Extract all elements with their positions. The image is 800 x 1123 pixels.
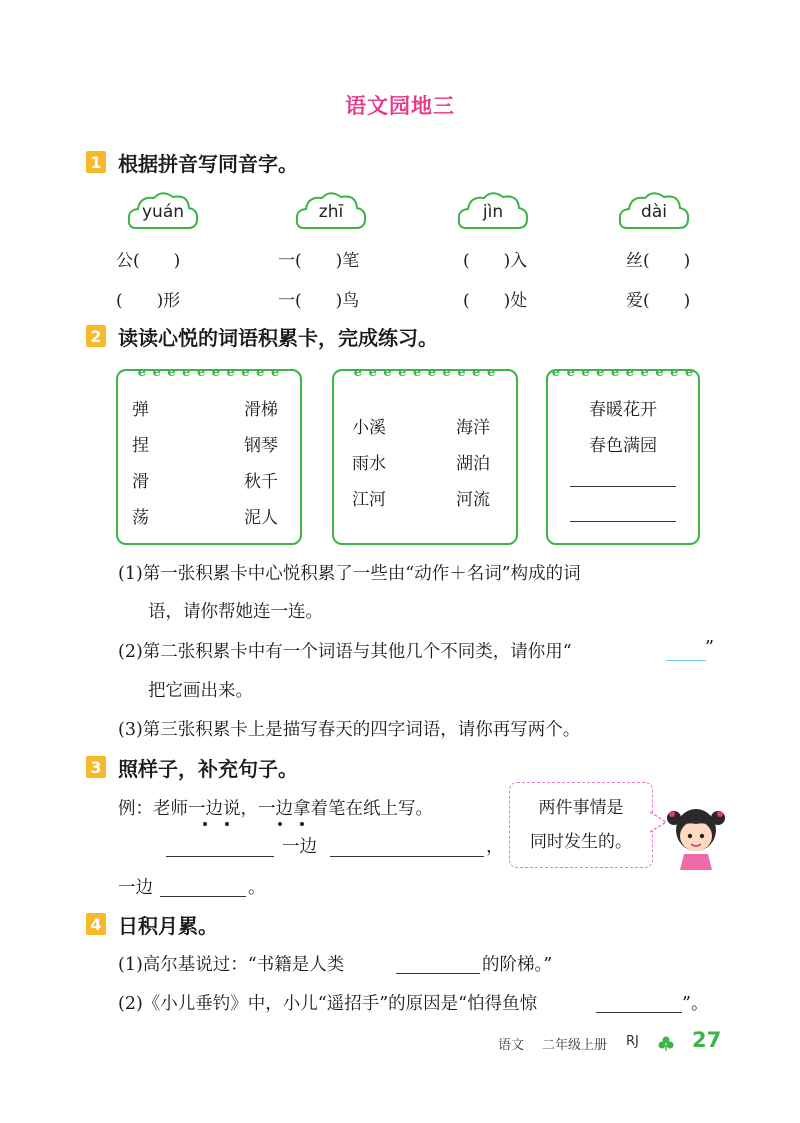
card-word: 荡 <box>132 508 149 528</box>
footer-subject: 语文 <box>498 1038 525 1053</box>
homophone-item: ( )处 <box>463 291 528 311</box>
homophone-item: ( )入 <box>463 251 528 271</box>
section-title: 读读心悦的词语积累卡，完成练习。 <box>118 325 438 350</box>
punctuation: 。 <box>248 878 266 898</box>
pinyin-cloud <box>617 188 691 234</box>
pinyin-text: jìn <box>482 202 504 222</box>
question-text: 把它画出来。 <box>148 681 253 701</box>
card-word: 海洋 <box>456 418 490 438</box>
question-text: (1)第一张积累卡中心悦积累了一些由“动作＋名词”构成的词 <box>118 564 581 584</box>
section-number-badge: 1 <box>86 151 106 173</box>
card-word: 秋千 <box>244 472 278 492</box>
section-4-header <box>86 910 218 938</box>
page-title: 语文园地三 <box>345 94 455 118</box>
pinyin-cloud <box>294 188 368 234</box>
section-title: 根据拼音写同音字。 <box>118 151 298 176</box>
pinyin-cloud <box>456 188 530 234</box>
word-card-3 <box>546 365 700 545</box>
wavy-line-sample <box>666 660 706 661</box>
question-text: ”。 <box>682 994 709 1014</box>
card-word: 滑梯 <box>244 400 278 420</box>
card-word: 春暖花开 <box>589 400 657 420</box>
question-text: ” <box>705 638 714 658</box>
section-3-header <box>86 753 298 781</box>
pinyin-text: dài <box>641 202 667 222</box>
question-text: 的阶梯。” <box>482 955 553 975</box>
answer-blank[interactable] <box>570 521 676 522</box>
question-text: (1)高尔基说过：“书籍是人类 <box>118 955 345 975</box>
card-word: 江河 <box>352 490 386 510</box>
question-text: 语，请你帮她连一连。 <box>148 602 323 622</box>
emphasis-dot <box>203 822 207 826</box>
word-card-2 <box>332 365 518 545</box>
answer-blank[interactable] <box>396 973 480 974</box>
pinyin-text: yuán <box>141 202 185 222</box>
pinyin-cloud <box>126 188 200 234</box>
homophone-item: 丝( ) <box>626 251 691 271</box>
card-rings: e e e e e e e e e e <box>551 365 695 380</box>
emphasis-dot <box>278 822 282 826</box>
card-rings: e e e e e e e e e e <box>353 365 497 380</box>
card-word: 小溪 <box>352 418 386 438</box>
card-word: 雨水 <box>352 454 386 474</box>
example-sentence: 例：老师一边说，一边拿着笔在纸上写。 <box>118 799 433 819</box>
section-title: 照样子，补充句子。 <box>118 756 298 781</box>
card-word: 滑 <box>132 472 149 492</box>
answer-blank[interactable] <box>166 856 274 857</box>
answer-blank[interactable] <box>160 896 246 897</box>
emphasis-dot <box>225 822 229 826</box>
answer-blank[interactable] <box>330 856 484 857</box>
bubble-text: 两件事情是 <box>538 798 624 818</box>
footer-edition: RJ <box>626 1034 639 1049</box>
card-word: 河流 <box>456 490 490 510</box>
homophone-item: 一( )鸟 <box>278 291 360 311</box>
section-number-badge: 4 <box>86 913 106 935</box>
question-text: (2)第二张积累卡中有一个词语与其他几个不同类，请你用“ <box>118 642 572 662</box>
card-rings: e e e e e e e e e e <box>137 365 281 380</box>
card-word: 捏 <box>132 436 149 456</box>
homophone-item: 公( ) <box>116 251 181 271</box>
answer-blank[interactable] <box>596 1012 682 1013</box>
page-number: 27 <box>692 1028 722 1052</box>
speech-bubble <box>509 782 653 868</box>
question-text: (2)《小儿垂钓》中，小儿“遥招手”的原因是“怕得鱼惊 <box>118 994 538 1014</box>
card-word: 泥人 <box>244 508 278 528</box>
footer-grade: 二年级上册 <box>542 1038 608 1053</box>
word-card-1 <box>116 365 302 545</box>
answer-blank[interactable] <box>570 486 676 487</box>
section-title: 日积月累。 <box>118 913 218 938</box>
card-word: 春色满园 <box>589 436 657 456</box>
homophone-item: ( )形 <box>116 291 181 311</box>
section-number-badge: 3 <box>86 756 106 778</box>
connector-word: 一边 <box>118 878 153 898</box>
homophone-item: 爱( ) <box>626 291 691 311</box>
card-word: 弹 <box>132 400 149 420</box>
section-number-badge: 2 <box>86 325 106 347</box>
bubble-text: 同时发生的。 <box>530 832 632 852</box>
punctuation: ， <box>486 837 504 857</box>
question-text: (3)第三张积累卡上是描写春天的四字词语，请你再写两个。 <box>118 720 581 740</box>
clover-icon <box>658 1036 674 1052</box>
homophone-item: 一( )笔 <box>278 251 360 271</box>
card-word: 湖泊 <box>456 454 490 474</box>
section-2-header <box>86 322 438 350</box>
girl-illustration-icon <box>664 796 728 872</box>
connector-word: 一边 <box>282 837 317 857</box>
pinyin-text: zhī <box>318 202 344 222</box>
card-word: 钢琴 <box>244 436 278 456</box>
emphasis-dot <box>300 822 304 826</box>
section-1-header <box>86 148 298 176</box>
